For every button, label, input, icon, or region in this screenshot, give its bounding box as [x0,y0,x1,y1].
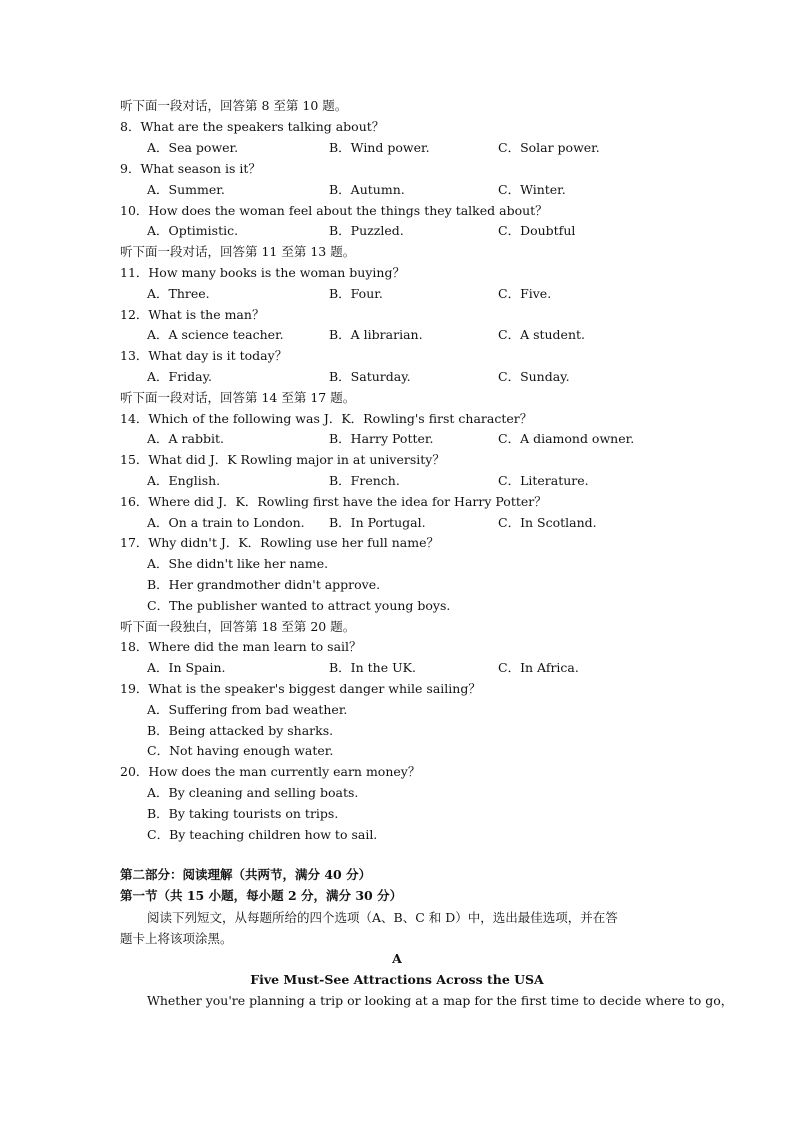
option-b: B．Saturday. [329,369,411,384]
option-b: B．Autumn. [329,182,405,197]
question-9: 9．What season is it？ [120,161,261,176]
option-a: A．English. [147,473,221,488]
option-19c: C．Not having enough water. [147,743,334,758]
option-b: B．Four. [329,286,383,301]
section-title: 第一节（共 15 小题，每小题 2 分，满分 30 分） [120,888,403,903]
option-a: A．Friday. [147,369,213,384]
option-a: A．Sea power. [147,140,239,155]
section-instruction: 听下面一段对话，回答第 14 至第 17 题。 [120,390,356,405]
option-c: C．A diamond owner. [498,431,635,446]
section-instruction: 听下面一段对话，回答第 8 至第 10 题。 [120,98,348,113]
option-20c: C．By teaching children how to sail. [147,827,378,842]
option-17c: C．The publisher wanted to attract young boys. [147,598,451,613]
option-c: C．Sunday. [498,369,570,384]
option-c: C．Literature. [498,473,589,488]
question-12: 12．What is the man？ [120,307,265,322]
question-14: 14．Which of the following was J．K．Rowling's first character？ [120,411,533,426]
reading-instruction-cont: 题卡上将该项涂黑。 [120,931,233,946]
option-b: B．In the UK. [329,660,416,675]
question-20: 20．How does the man currently earn money？ [120,764,421,779]
options-11 [0,284,794,304]
question-16: 16．Where did J．K．Rowling first have the idea for Harry Potter？ [120,494,547,509]
passage-text: Whether you're planning a trip or looking at a map for the first time to decide where to go， [147,993,734,1008]
options-16 [0,513,794,533]
option-c: C．Five. [498,286,552,301]
question-18: 18．Where did the man learn to sail？ [120,639,362,654]
option-a: A．A science teacher. [147,327,284,342]
part-title: 第二部分：阅读理解（共两节，满分 40 分） [120,867,372,882]
options-12 [0,325,794,345]
option-19a: A．Suffering from bad weather. [147,702,348,717]
option-a: A．Optimistic. [147,223,239,238]
option-c: C．A student. [498,327,585,342]
options-9 [0,180,794,200]
option-a: A．In Spain. [147,660,226,675]
option-c: C．In Africa. [498,660,579,675]
option-b: B．French. [329,473,400,488]
option-17b: B．Her grandmother didn't approve. [147,577,381,592]
option-b: B．Puzzled. [329,223,404,238]
reading-instruction: 阅读下列短文，从每题所给的四个选项（A、B、C 和 D）中，选出最佳选项，并在答 [147,910,618,925]
option-b: B．Harry Potter. [329,431,434,446]
question-11: 11．How many books is the woman buying？ [120,265,405,280]
option-a: A．A rabbit. [147,431,224,446]
options-8 [0,138,794,158]
option-a: A．Three. [147,286,210,301]
option-a: A．On a train to London. [147,515,305,530]
option-17a: A．She didn't like her name. [147,556,329,571]
option-20b: B．By taking tourists on trips. [147,806,339,821]
question-15: 15．What did J．K Rowling major in at university？ [120,452,445,467]
passage-title: Five Must-See Attractions Across the USA [250,972,544,987]
passage-letter: A [392,951,402,966]
question-8: 8．What are the speakers talking about？ [120,119,385,134]
options-10 [0,221,794,241]
option-c: C．Doubtful [498,223,576,238]
option-19b: B．Being attacked by sharks. [147,723,334,738]
option-c: C．In Scotland. [498,515,597,530]
options-18 [0,658,794,678]
options-14 [0,429,794,449]
option-b: B．Wind power. [329,140,430,155]
option-20a: A．By cleaning and selling boats. [147,785,359,800]
question-10: 10．How does the woman feel about the things they talked about？ [120,203,548,218]
options-15 [0,471,794,491]
question-17: 17．Why didn't J．K．Rowling use her full name？ [120,535,439,550]
question-19: 19．What is the speaker's biggest danger while sailing？ [120,681,481,696]
options-13 [0,367,794,387]
option-c: C．Winter. [498,182,566,197]
section-instruction: 听下面一段对话，回答第 11 至第 13 题。 [120,244,356,259]
question-13: 13．What day is it today？ [120,348,288,363]
option-b: B．In Portugal. [329,515,426,530]
option-a: A．Summer. [147,182,225,197]
section-instruction: 听下面一段独白，回答第 18 至第 20 题。 [120,619,356,634]
option-b: B．A librarian. [329,327,423,342]
option-c: C．Solar power. [498,140,600,155]
